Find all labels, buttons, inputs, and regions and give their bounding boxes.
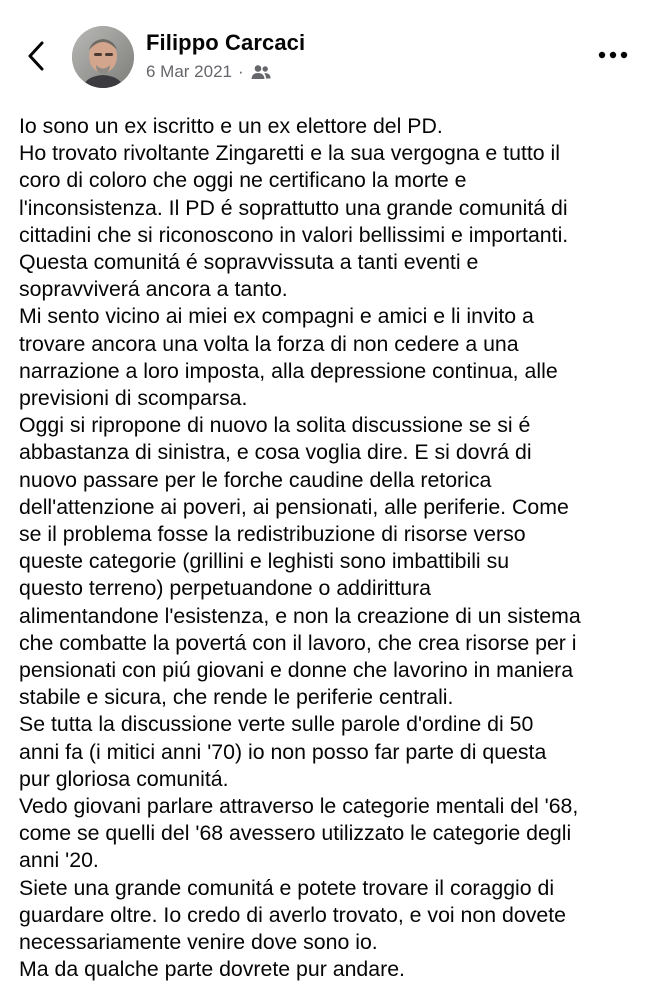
post-date[interactable]: 6 Mar 2021 <box>146 62 232 81</box>
post-line: guardare oltre. Io credo di averlo trovato, e voi non dovete <box>19 902 566 927</box>
author-name[interactable]: Filippo Carcaci <box>146 30 306 55</box>
avatar[interactable] <box>72 26 134 88</box>
post-line: sopravviverá ancora a tanto. <box>19 277 288 302</box>
post-line: stabile e sicura, che rende le periferie centrali. <box>19 685 454 710</box>
post-line: previsioni di scomparsa. <box>19 386 248 411</box>
post-line: Vedo giovani parlare attraverso le categorie mentali del '68, <box>19 794 579 819</box>
post-line: anni '20. <box>19 848 99 873</box>
post-line: coro di coloro che oggi ne certificano la morte e <box>19 168 467 193</box>
post-text <box>19 113 644 984</box>
post-line: Ho trovato rivoltante Zingaretti e la sua vergogna e tutto il <box>19 141 561 166</box>
post-line: abbastanza di sinistra, e cosa voglia dire. E si dovrá di <box>19 440 532 465</box>
post-line: queste categorie (grillini e leghisti sono imbattibili su <box>19 549 510 574</box>
post-line: se il problema fosse la redistribuzione di risorse verso <box>19 522 526 547</box>
more-options-button[interactable] <box>595 40 631 70</box>
post-line: Questa comunitá é sopravvissuta a tanti eventi e <box>19 250 479 275</box>
back-button[interactable] <box>18 36 54 76</box>
post-line: anni fa (i mitici anni '70) io non posso far parte di questa <box>19 739 547 764</box>
post-line: Se tutta la discussione verte sulle parole d'ordine di 50 <box>19 712 534 737</box>
post-line: pur gloriosa comunitá. <box>19 766 229 791</box>
post-line: cittadini che si riconoscono in valori bellissimi e importanti. <box>19 222 569 247</box>
post-line: Mi sento vicino ai miei ex compagni e amici e li invito a <box>19 304 534 329</box>
post-line: pensionati con piú giovani e donne che lavorino in maniera <box>19 658 574 683</box>
post-line: nuovo passare per le forche caudine della retorica <box>19 467 492 492</box>
post-line: trovare ancora una volta la forza di non cedere a una <box>19 331 519 356</box>
post-line: Ma da qualche parte dovrete pur andare. <box>19 957 405 982</box>
chevron-left-icon <box>26 40 46 72</box>
post-line: narrazione a loro imposta, alla depressione continua, alle <box>19 358 558 383</box>
post-meta <box>146 62 271 82</box>
post-line: necessariamente venire dove sono io. <box>19 930 378 955</box>
ellipsis-icon <box>598 51 628 59</box>
meta-separator: · <box>238 62 244 81</box>
friends-icon <box>251 64 271 80</box>
post-line: l'inconsistenza. Il PD é soprattutto una grande comunitá di <box>19 195 568 220</box>
post-line: che combatte la povertá con il lavoro, che crea risorse per i <box>19 630 577 655</box>
post-line: alimentandone l'esistenza, e non la creazione di un sistema <box>19 603 581 628</box>
post-line: come se quelli del '68 avessero utilizzato le categorie degli <box>19 821 572 846</box>
post-line: dell'attenzione ai poveri, ai pensionati, alle periferie. Come <box>19 494 569 519</box>
post-line: questo terreno) perpetuandone o addirittura <box>19 576 432 601</box>
post-header <box>0 0 651 110</box>
post-line: Siete una grande comunitá e potete trovare il coraggio di <box>19 875 555 900</box>
post-line: Io sono un ex iscritto e un ex elettore del PD. <box>19 114 443 138</box>
post-line: Oggi si ripropone di nuovo la solita discussione se si é <box>19 413 531 438</box>
